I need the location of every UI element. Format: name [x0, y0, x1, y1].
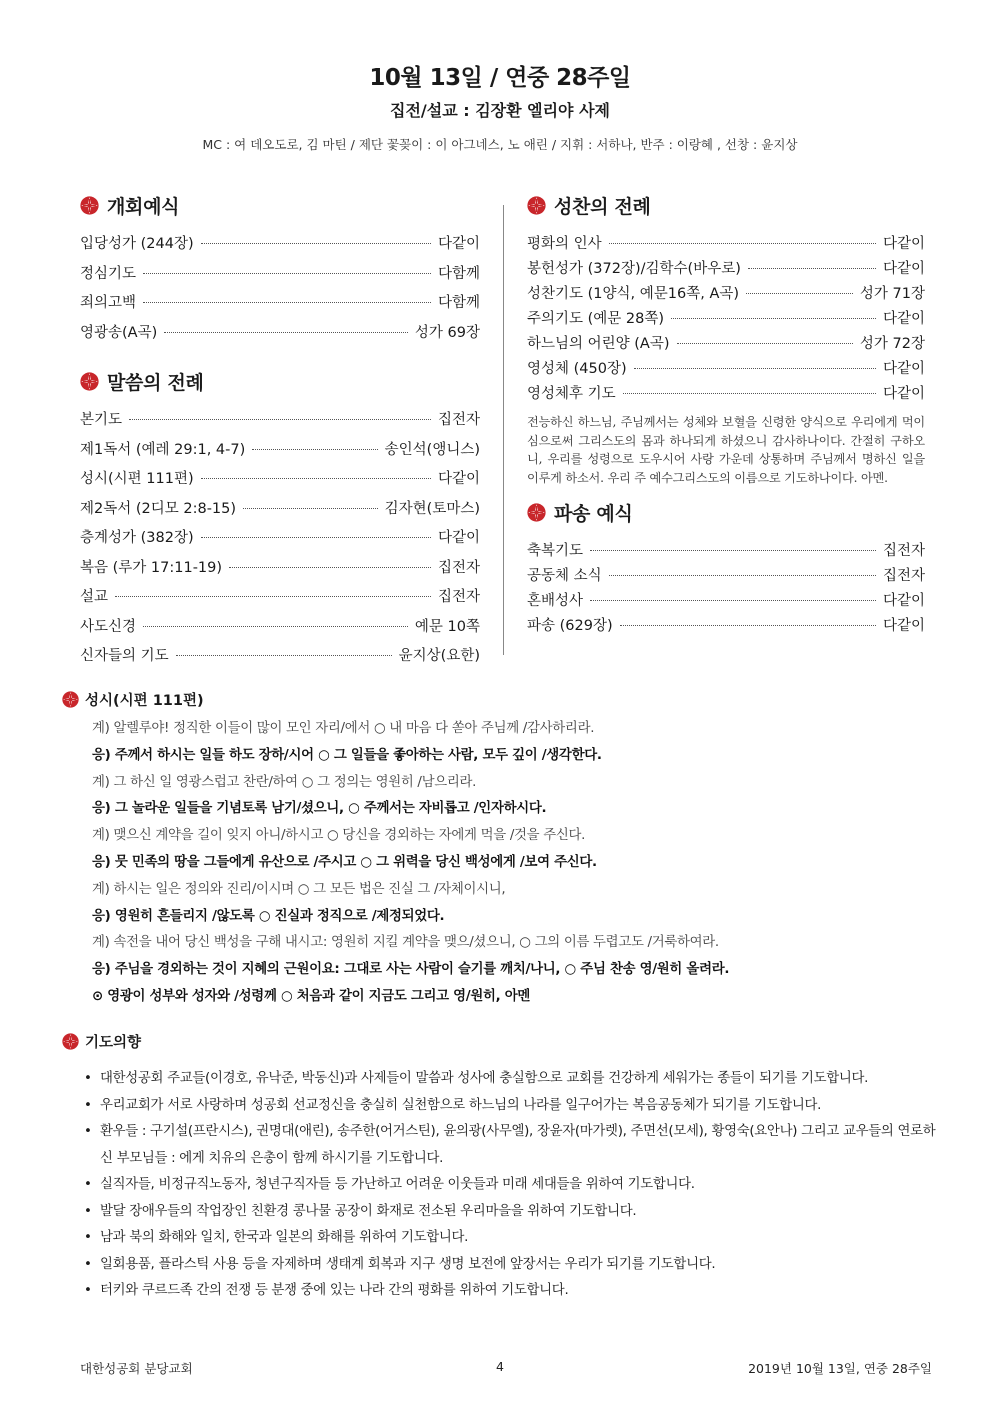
dot-leader [746, 293, 853, 294]
service-item-leader: 다같이 [882, 361, 925, 377]
section-title: 파송 예식 [554, 502, 633, 525]
page-header [0, 62, 1000, 154]
psalm-line-celebrant: 계) 그 하신 일 영광스럽고 찬란/하여 ○ 그 정의는 영원히 /남으리라. [92, 774, 477, 790]
prayer-intentions [62, 1030, 942, 1305]
dot-leader [671, 318, 876, 319]
service-item [80, 408, 480, 438]
cross-icon [80, 372, 99, 391]
section-title: 개회예식 [107, 195, 180, 218]
dot-leader [609, 243, 876, 244]
intention-text: 터키와 쿠르드족 간의 전쟁 등 분쟁 중에 있는 나라 간의 평화를 위하여 기도합니다. [100, 1283, 569, 1298]
service-item [527, 332, 925, 357]
service-item-leader: 다같이 [882, 311, 925, 327]
service-item [80, 644, 480, 674]
service-item-name: 축복기도 [527, 543, 584, 559]
page-title: 10월 13일 / 연중 28주일 [369, 65, 631, 91]
cross-icon [62, 691, 79, 708]
bullet-icon: • [84, 1124, 92, 1139]
intention-item [84, 1093, 942, 1120]
dot-leader [620, 625, 876, 626]
bullet-icon: • [84, 1097, 92, 1113]
psalm-line-response: 응) 영원히 흔들리지 /않도록 ○ 진실과 정직으로 /제정되었다. [92, 908, 445, 924]
cross-icon [527, 196, 546, 215]
service-item-leader: 김자현(토마스) [384, 500, 480, 517]
dot-leader [143, 273, 431, 274]
intention-text: 남과 북의 화해와 일치, 한국과 일본의 화해를 위하여 기도합니다. [100, 1230, 469, 1245]
service-item-name: 영광송(A곡) [80, 324, 158, 341]
service-item-name: 설교 [80, 589, 109, 605]
section-header-opening [80, 188, 480, 222]
page-subtitle: 집전/설교 : 김장환 엘리야 사제 [390, 101, 610, 120]
service-credits: MC : 여 데오도로, 김 마틴 / 제단 꽃꽂이 : 이 아그네스, 노 애린 / 지휘 : 서하나, 반주 : 이랑혜 , 선창 : 윤지상 [202, 137, 798, 152]
service-item [527, 539, 925, 564]
service-item [80, 585, 480, 615]
psalm-line-celebrant: 계) 알렐루야! 정직한 이들이 많이 모인 자리/에서 ○ 내 마음 다 쏟아 주님께 /감사하리라. [92, 721, 595, 736]
dot-leader [143, 302, 431, 303]
service-item [527, 282, 925, 307]
dot-leader [201, 537, 431, 538]
footer-church: 대한성공회 분당교회 [80, 1361, 193, 1376]
service-item-leader: 다같이 [437, 236, 480, 252]
service-item-name: 영성체 (450장) [527, 361, 627, 377]
order-list-opening [80, 232, 480, 350]
bullet-icon: • [84, 1071, 92, 1086]
service-item-leader: 다같이 [882, 618, 925, 634]
service-item-leader: 송인석(앵니스) [384, 441, 480, 458]
service-item [527, 589, 925, 614]
dot-leader [129, 419, 431, 420]
psalm-line-celebrant: 계) 하시는 일은 정의와 진리/이시며 ○ 그 모든 법은 진실 그 /자체이시니, [92, 881, 506, 897]
cross-icon [527, 503, 546, 522]
service-item [527, 307, 925, 332]
order-list-dismissal [527, 539, 925, 639]
service-item-leader: 다함께 [437, 295, 480, 311]
dot-leader [590, 600, 876, 601]
order-list-eucharist [527, 232, 925, 407]
service-item [527, 357, 925, 382]
dot-leader [201, 478, 431, 479]
service-item-leader: 집전자 [437, 589, 480, 605]
page-footer [80, 1359, 932, 1379]
service-item-leader: 성가 71장 [859, 286, 925, 302]
intention-item [84, 1225, 942, 1252]
psalm-line-response: 응) 그 놀라운 일들을 기념토록 남기/셨으니, ○ 주께서는 자비롭고 /인자하시다. [92, 801, 547, 817]
dot-leader [243, 508, 378, 509]
service-item [80, 556, 480, 586]
bullet-icon: • [84, 1256, 92, 1272]
service-item-name: 사도신경 [80, 618, 137, 635]
psalm-lines [62, 716, 942, 1011]
service-item [80, 497, 480, 527]
service-item-leader: 집전자 [437, 412, 480, 428]
service-item-name: 혼배성사 [527, 593, 584, 609]
dot-leader [252, 449, 377, 450]
dot-leader [623, 393, 876, 394]
section-title: 말씀의 전례 [107, 371, 204, 394]
service-item [527, 257, 925, 282]
page-number: 4 [496, 1359, 504, 1374]
column-divider [503, 205, 504, 655]
service-item-leader: 성가 69장 [414, 324, 480, 341]
service-item-name: 평화의 인사 [527, 236, 602, 252]
service-item [527, 232, 925, 257]
service-item-leader: 다같이 [437, 471, 480, 487]
footer-date: 2019년 10월 13일, 연중 28주일 [748, 1361, 932, 1376]
service-item-name: 영성체후 기도 [527, 386, 616, 402]
service-item [80, 526, 480, 556]
psalm-line-response: ⊙ 영광이 성부와 성자와 /성령께 ○ 처음과 같이 지금도 그리고 영/원히, 아멘 [92, 988, 531, 1004]
intention-item [84, 1119, 942, 1172]
intentions-list [62, 1066, 942, 1305]
service-item [80, 615, 480, 645]
intention-text: 일회용품, 플라스틱 사용 등을 자제하며 생태계 회복과 지구 생명 보전에 앞장서는 우리가 되기를 기도합니다. [100, 1256, 716, 1272]
service-item-leader: 성가 72장 [859, 336, 925, 352]
intentions-title: 기도의향 [85, 1034, 142, 1051]
bullet-icon: • [84, 1230, 92, 1245]
service-item-leader: 다같이 [882, 593, 925, 609]
service-item [80, 262, 480, 292]
cross-icon [80, 196, 99, 215]
service-item [80, 232, 480, 262]
post-communion-prayer: 전능하신 하느님, 주님께서는 성체와 보혈을 신령한 양식으로 우리에게 먹이심으로써 그리스도의 몸과 하나되게 하셨으니 감사하나이다. 간절히 구하오니, 우리를 성령으로 도우시어 사랑 가운데 상통하며 주님께서 명하신 일을 이루게 하소서. 우리 주 예수그리스도의 이름으로 기도하나이다. 아멘. [527, 415, 925, 485]
service-item-leader: 다같이 [437, 530, 480, 546]
intentions-header [62, 1030, 942, 1052]
psalm-line-response: 응) 주께서 하시는 일들 하도 장하/시어 ○ 그 일들을 좋아하는 사람, 모두 깊이 /생각한다. [92, 747, 602, 763]
section-header-word [80, 364, 480, 398]
dot-leader [164, 332, 408, 333]
service-item-name: 복음 (루가 17:11-19) [80, 559, 223, 576]
service-item-name: 입당성가 (244장) [80, 236, 194, 252]
service-item [80, 321, 480, 351]
dot-leader [201, 243, 431, 244]
service-item [80, 291, 480, 321]
intention-item [84, 1066, 942, 1093]
psalm-line-celebrant: 계) 속전을 내어 당신 백성을 구해 내시고: 영원히 지킬 계약을 맺으/셨으니, ○ 그의 이름 두렵고도 /거룩하여라. [92, 935, 719, 951]
service-item-name: 공동체 소식 [527, 568, 602, 584]
dot-leader [590, 550, 876, 551]
left-column [80, 188, 480, 674]
right-column [527, 188, 925, 639]
service-item-name: 신자들의 기도 [80, 648, 169, 664]
dot-leader [748, 268, 876, 269]
dot-leader [609, 575, 876, 576]
service-item [80, 467, 480, 497]
intention-text: 우리교회가 서로 사랑하며 성공회 선교정신을 충실히 실천함으로 하느님의 나라를 일구어가는 복음공동체가 되기를 기도합니다. [100, 1097, 822, 1113]
service-item-name: 성시(시편 111편) [80, 471, 194, 487]
bullet-icon: • [84, 1203, 92, 1219]
cross-icon [62, 1033, 79, 1050]
service-item-name: 주의기도 (예문 28쪽) [527, 311, 665, 327]
intention-item [84, 1252, 942, 1279]
psalm-section [62, 688, 942, 1011]
section-title: 성찬의 전례 [554, 195, 651, 218]
intention-item [84, 1278, 942, 1305]
service-item [527, 564, 925, 589]
section-header-dismissal [527, 495, 925, 529]
dot-leader [229, 567, 431, 568]
service-item-leader: 예문 10쪽 [414, 618, 480, 635]
service-item-name: 층계성가 (382장) [80, 530, 194, 546]
service-item [80, 438, 480, 468]
service-item-name: 정심기도 [80, 265, 137, 282]
dot-leader [143, 626, 408, 627]
service-item-name: 죄의고백 [80, 295, 137, 311]
service-item-name: 성찬기도 (1양식, 예문16쪽, A곡) [527, 286, 740, 302]
dot-leader [176, 655, 392, 656]
intention-text: 발달 장애우들의 작업장인 친환경 콩나물 공장이 화재로 전소된 우리마을을 위하여 기도합니다. [100, 1203, 637, 1219]
intention-text: 실직자들, 비정규직노동자, 청년구직자들 등 가난하고 어려운 이웃들과 미래 세대들을 위하여 기도합니다. [100, 1177, 695, 1192]
order-list-word [80, 408, 480, 674]
service-item-leader: 다함께 [437, 265, 480, 282]
service-item-name: 제1독서 (예레 29:1, 4-7) [80, 441, 246, 458]
intention-item [84, 1172, 942, 1199]
service-item-leader: 다같이 [882, 261, 925, 277]
bullet-icon: • [84, 1177, 92, 1192]
service-item-name: 제2독서 (2디모 2:8-15) [80, 500, 237, 517]
dot-leader [115, 596, 431, 597]
psalm-line-response: 응) 주님을 경외하는 것이 지혜의 근원이요: 그대로 사는 사람이 슬기를 깨치/나니, ○ 주님 찬송 영/원히 올려라. [92, 962, 730, 978]
intention-text: 대한성공회 주교들(이경호, 유낙준, 박동신)과 사제들이 말씀과 성사에 충실함으로 교회를 건강하게 세워가는 종들이 되기를 기도합니다. [100, 1071, 869, 1086]
section-header-eucharist [527, 188, 925, 222]
service-item-leader: 다같이 [882, 386, 925, 402]
psalm-title: 성시(시편 111편) [85, 692, 204, 709]
psalm-header [62, 688, 942, 710]
dot-leader [634, 368, 876, 369]
service-item [527, 614, 925, 639]
service-item [527, 382, 925, 407]
dot-leader [677, 343, 853, 344]
service-item-leader: 윤지상(요한) [398, 648, 480, 664]
service-item-name: 봉헌성가 (372장)/김학수(바우로) [527, 261, 741, 277]
service-item-name: 파송 (629장) [527, 618, 613, 634]
bullet-icon: • [84, 1283, 92, 1298]
service-item-name: 하느님의 어린양 (A곡) [527, 336, 670, 352]
service-item-name: 본기도 [80, 412, 123, 428]
intention-item [84, 1199, 942, 1226]
intention-text: 환우들 : 구기설(프란시스), 권명대(애린), 송주한(어거스틴), 윤의광(사무엘), 장윤자(마가렛), 주면선(모세), 황영숙(요안나) 그리고 교우들의 연로하신 부모님들 : 에게 치유의 은총이 함께 하시기를 기도합니다. [100, 1124, 936, 1166]
service-item-leader: 집전자 [437, 559, 480, 576]
service-item-leader: 집전자 [882, 568, 925, 584]
psalm-line-celebrant: 계) 맺으신 계약을 길이 잊지 아니/하시고 ○ 당신을 경외하는 자에게 먹을 /것을 주신다. [92, 828, 586, 844]
psalm-line-response: 응) 뭇 민족의 땅을 그들에게 유산으로 /주시고 ○ 그 위력을 당신 백성에게 /보여 주신다. [92, 854, 597, 870]
service-item-leader: 집전자 [882, 543, 925, 559]
service-item-leader: 다같이 [882, 236, 925, 252]
